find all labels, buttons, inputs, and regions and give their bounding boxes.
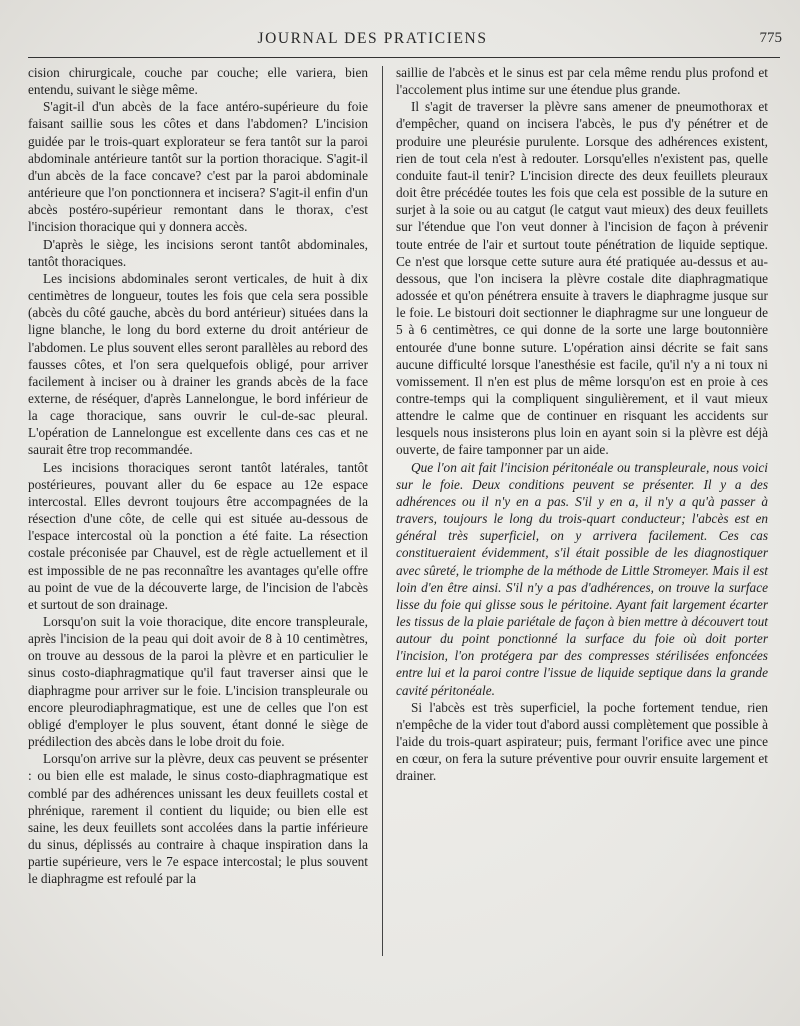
paragraph: Que l'on ait fait l'incision péritonéale ou transpleurale, nous voici sur le foie. Deux conditions peuvent se présenter. Il y a des adhérences ou il n'y en a pas. S'il y en a, il n'y a qu'à passer à travers, toujours le long du trois-quart conducteur; l'abcès est en général très superficiel, on y arrivera facilement. Ces cas constitueraient évidemment, s'il était possible de les diagnostiquer avec sûreté, le triomphe de la méthode de Little Stromeyer. Mais il est loin d'en être ainsi. S'il n'y a pas d'adhérences, on trouve la surface lisse du foie qui glisse sous le péritoine. Ayant fait largement écarter les tissus de la plaie pariétale de façon à bien mettre à découvert tout autour du point ponctionné la surface du foie où doit porter l'incision, l'on protégera par des compresses stérilisées enfoncées entre lui et la paroi contre l'issue de liquide septique dans la grande cavité péritonéale. — [396, 459, 768, 698]
right-column — [396, 64, 768, 785]
paragraph: Lorsqu'on suit la voie thoracique, dite encore transpleurale, après l'incision de la peau qui doit avoir de 8 à 10 centimètres, on trouve au dessous de la paroi la plèvre et en particulier le sinus costo-diaphragmatique qu'il faut traverser ainsi que le diaphragme pour arriver sur le foie. L'incision transpleurale ou encore pleurodiaphragmatique, est une de celles que l'on est obligé d'employer le plus souvent, étant donné le siège de prédilection des abcès dans le lobe droit du foie. — [28, 614, 368, 750]
column-divider — [382, 66, 383, 956]
paragraph: Si l'abcès est très superficiel, la poche fortement tendue, rien n'empêche de la vider tout d'abord aussi complètement que possible à l'aide du trois-quart aspirateur; puis, fermant l'orifice avec une pince en cœur, on fera la suture préventive pour ouvrir ensuite largement et drainer. — [396, 699, 768, 784]
paragraph: D'après le siège, les incisions seront tantôt abdominales, tantôt thoraciques. — [28, 236, 368, 269]
paragraph: cision chirurgicale, couche par couche; elle variera, bien entendu, suivant le siège même. — [28, 65, 368, 98]
left-column — [28, 64, 368, 888]
paragraph: Lorsqu'on arrive sur la plèvre, deux cas peuvent se présenter : ou bien elle est malade, le sinus costo-diaphragmatique est comblé par des adhérences unissant les deux feuillets costal et phrénique, rarement il contient du liquide; ou bien elle est saine, les deux feuillets sont accolées dans la partie inférieure du sinus, déplissés au contraire à chaque inspiration dans la partie supérieure, vers le 7e espace intercostal; le plus souvent le diaphragme est refoulé par la — [28, 751, 368, 887]
running-title: JOURNAL DES PRATICIENS — [257, 30, 488, 47]
paragraph: S'agit-il d'un abcès de la face antéro-supérieure du foie faisant saillie sous les côtes et dans l'abdomen? L'incision guidée par le trois-quart explorateur se fera tantôt sur la paroi abdominale antérieure tantôt sur la portion thoracique. S'agit-il d'un abcès de la face concave? c'est par la paroi abdominale antérieure que l'on ponctionnera et incisera? S'agit-il enfin d'un abcès postéro-supérieur remontant dans le thorax, c'est l'incision thoracique qui y donnera accès. — [28, 99, 368, 235]
paragraph: saillie de l'abcès et le sinus est par cela même rendu plus profond et l'accolement plus intime sur une étendue plus grande. — [396, 65, 768, 98]
paragraph: Les incisions thoraciques seront tantôt latérales, tantôt postérieures, pouvant aller du 6e espace au 12e espace intercostal. Elles devront toujours être accompagnées de la résection d'une côte, de celle qui est située au-dessous de l'espace intercostal où la ponction a été faite. La résection costale préconisée par Chauvel, est de règle actuellement et il est impossible de ne pas reconnaître les avantages qu'elle offre au point de vue de la découverte large, de l'incision de l'abcès et surtout de son drainage. — [28, 459, 368, 612]
page-number: 775 — [759, 30, 782, 46]
running-head — [0, 30, 800, 52]
paragraph: Les incisions abdominales seront verticales, de huit à dix centimètres de longueur, toutes les fois que cela sera possible (abcès du côté gauche, abcès du bord antérieur) situées dans la ligne blanche, le long du bord externe du droit antérieur de l'abdomen. Le plus souvent elles seront parallèles au rebord des fausses côtes, et l'on sera quelquefois obligé, pour arriver facilement à inciser ou à drainer les grands abcès de la face externe, de réséquer, d'après Lannelongue, le bord inférieur de la cage thoracique, sans ouvrir le cul-de-sac pleural. L'opération de Lannelongue est excellente dans ces cas et ne saurait être trop recommandée. — [28, 270, 368, 458]
paragraph: Il s'agit de traverser la plèvre sans amener de pneumothorax et d'empêcher, quand on incisera l'abcès, le pus d'y pénétrer et de produire une pleurésie purulente. Lorsque des adhérences existent, rien de tout cela n'est à redouter. Lorsqu'elles n'existent pas, quelle conduite faut-il tenir? L'incision directe des deux feuillets pleuraux doit être précédée toutes les fois que cela est possible de la suture en surjet à la soie ou au catgut (le catgut vaut mieux) des deux feuillets sur l'étendue que l'on veut donner à l'incision de façon à prévenir toute entrée de l'air et surtout toute pénétration de liquide septique. Ce n'est que lorsque cette suture aura été pratiquée au-dessus et au-dessous, que l'on incisera la plèvre costale dite diaphragmatique adossée et qu'on pénétrera ensuite à travers le diaphragme jusque sur le foie. Le bistouri doit sectionner le diaphragme sur une longueur de 5 à 6 centimètres, ce qui donne de la sorte une large boutonnière entourée d'une bonne suture. L'opération ainsi décrite se fait sans aucune difficulté lorsque l'anesthésie est facile, qu'il n'y a ni toux ni vomissement. Il n'en est plus de même lorsqu'on est en proie à ces contre-temps qui la compliquent singulièrement, et il vaut mieux attendre le calme que de continuer en risquant les accidents sur lesquels nous insisterons plus loin en ayant soin si la plèvre est déjà ouverte, de faire tamponner par un aide. — [396, 99, 768, 458]
header-rule — [28, 57, 780, 58]
